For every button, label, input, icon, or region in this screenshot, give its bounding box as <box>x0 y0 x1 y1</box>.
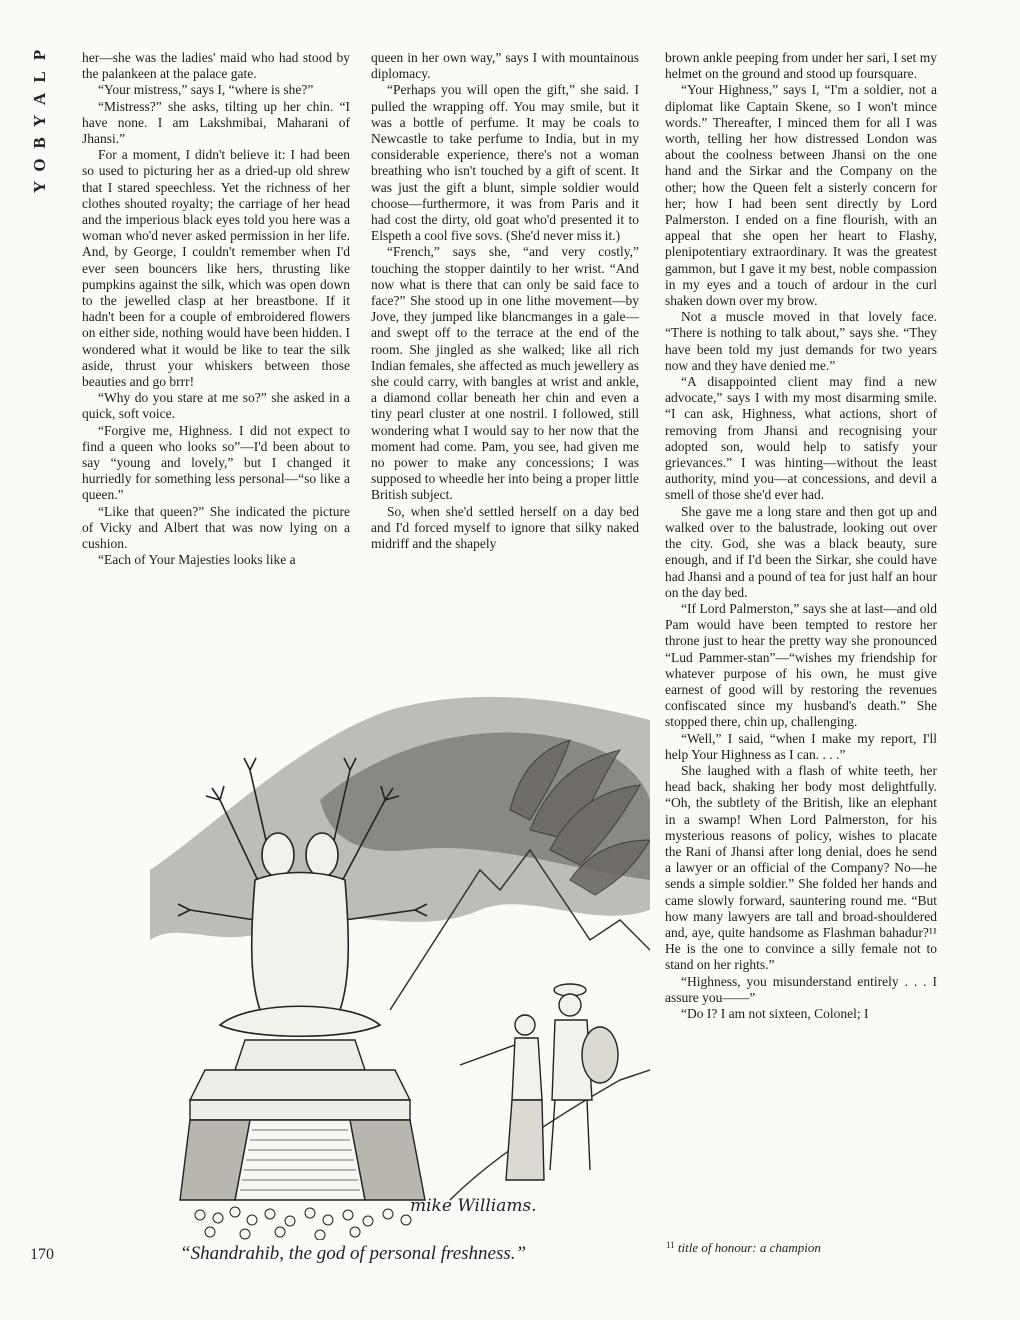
masthead-letter: O <box>30 158 49 172</box>
masthead-letter: B <box>30 137 49 149</box>
paragraph: “Highness, you misunderstand entirely . . . I assure you——” <box>665 973 937 1005</box>
paragraph: “If Lord Palmerston,” says she at last—and old Pam would have been tempted to restore her throne just to hear the pretty way she pronounced “Lud Pammer-stan”—“wishes my friendship for whatever purpose of his own, he must give earnest of good will by restoring the revenues confiscated since my husband's death.” She stopped there, chin up, challenging. <box>665 600 937 730</box>
masthead-letter: Y <box>30 180 49 194</box>
paragraph: “Why do you stare at me so?” she asked in a quick, soft voice. <box>82 390 350 422</box>
paragraph: “Your Highness,” says I, “I'm a soldier, not a diplomat like Captain Skene, so I won't mince words.” Thereafter, I minced them for all I was worth, telling her how distressed London was about the coolness between Jhansi on the one hand and the Sirkar and the Company on the other; how the Queen felt a sisterly concern for her; how I had been sent directly by Lord Palmerston. I ended on a fine flourish, with an appeal that she open her heart to Flashy, plenipotentiary extraordinary. It was the greatest gammon, but I gave it my best, noble compassion in my eyes and a touch of ardour in the curl shaken down over my brow. <box>665 82 937 309</box>
paragraph: So, when she'd settled herself on a day bed and I'd forced myself to ignore that silky naked midriff and the shapely <box>371 503 639 552</box>
masthead-letter: P <box>30 49 49 61</box>
paragraph: “Well,” I said, “when I make my report, I'll help Your Highness as I can. . . .” <box>665 730 937 762</box>
text-column-3 <box>665 50 937 1022</box>
masthead-letter: Y <box>30 114 49 128</box>
footnote-text: title of honour: a champion <box>677 1240 821 1255</box>
paragraph: “Like that queen?” She indicated the picture of Vicky and Albert that was now lying on a cushion. <box>82 503 350 552</box>
paragraph: “Do I? I am not sixteen, Colonel; I <box>681 1005 869 1021</box>
cartoon-caption: “Shandrahib, the god of personal freshness.” <box>180 1243 527 1264</box>
paragraph: Not a muscle moved in that lovely face. “There is nothing to talk about,” says she. “They have been told my just demands for two years now and they have denied me.” <box>665 309 937 373</box>
paragraph: “A disappointed client may find a new advocate,” says I with my most disarming smile. “I can ask, Highness, what actions, short of removing from Jhansi and recognising your adopted son, would help to satisfy your grievances.” I was hinting—without the least authority, mind you—at concessions, and devil a smell of those she'd ever had. <box>665 374 937 503</box>
hillside <box>450 1070 650 1200</box>
paragraph: her—she was the ladies' maid who had stood by the palankeen at the palace gate. <box>82 50 350 82</box>
paragraph: “Your mistress,” says I, “where is she?” <box>98 82 314 98</box>
paragraph: “Each of Your Majesties looks like a <box>98 552 296 568</box>
footnote <box>666 1240 946 1256</box>
cartoon-illustration <box>150 680 650 1240</box>
footnote-mark: 11 <box>666 1240 675 1250</box>
explorer-figure <box>550 984 618 1170</box>
pilgrim-crowd <box>195 1207 411 1240</box>
text-column-2 <box>371 50 639 552</box>
stepped-pedestal <box>180 1040 425 1200</box>
paragraph: “Mistress?” she asks, tilting up her chin. “I have none. I am Lakshmibai, Maharani of Jhansi.” <box>82 98 350 147</box>
paragraph: She gave me a long stare and then got up and walked over to the balustrade, looking out over the city. God, she was a black beauty, sure enough, and if I'd been the Sirkar, she could have had Jhansi and a pound of tea for just half an hour on the day bed. <box>665 503 937 600</box>
paragraph: brown ankle peeping from under her sari, I set my helmet on the ground and stood up foursquare. <box>665 50 937 82</box>
page-number: 170 <box>30 1246 54 1263</box>
paragraph: For a moment, I didn't believe it: I had been so used to picturing her as a dried-up old shrew that I stared speechless. Yet the richness of her clothes shouted royalty; the carriage of her head and the imperious black eyes told you here was a woman who'd never asked permission in her life. And, by George, I couldn't remember when I'd ever seen bouncers like hers, thrusting like pumpkins against the silk, which was open down to the jewelled clasp at her breastbone. If it hadn't been for a couple of embroidered flowers on either side, nothing would have been hidden. I wondered what it would be like to tear the silk aside, thrust your whiskers between those beauties and go brrr! <box>82 147 350 390</box>
paragraph: She laughed with a flash of white teeth, her head back, shaking her body most delightfully. “Oh, the subtlety of the British, like an elephant in a swamp! When Lord Palmerston, for his mysterious reasons of policy, wishes to placate the Rani of Jhansi after long denial, does he send a lawyer or an official of the Company? No—he sends a simple soldier.” She folded her hands and came slowly forward, sauntering round me. “But how many lawyers are tall and broad-shouldered and, aye, quite handsome as Flashman bahadur?¹¹ He is the one to convince a silly female not to stand on her rights.” <box>665 762 937 973</box>
masthead-letter: A <box>30 92 49 106</box>
masthead-letter: L <box>30 71 49 83</box>
masthead <box>30 44 52 198</box>
paragraph: “Perhaps you will open the gift,” she said. I pulled the wrapping off. You may smile, but it was a bottle of perfume. It may be coals to Newcastle to take perfume to India, but in my considerable experience, there's not a woman breathing who isn't touched by a gift of scent. It was just the gift a blunt, simple soldier would choose—furthermore, it was from Paris and it had cost the dirty, old goat who'd presented it to Elspeth a cool five sovs. (She'd never miss it.) <box>371 82 639 244</box>
paragraph: “Forgive me, Highness. I did not expect to find a queen who looks so”—I'd been about to say “young and lovely,” but I changed it hurriedly for something less personal—“so like a queen.” <box>82 422 350 503</box>
paragraph: “French,” says she, “and very costly,” touching the stopper daintily to her wrist. “And now what is there that can only be said face to face?” She stood up in one lithe movement—by Jove, they jumped like blancmanges in a gale—and swept off to the terrace at the end of the room. She jingled as she walked; like all rich Indian females, she affected as much jewellery as she could carry, with bangles at wrist and ankle, a diamond collar beneath her chin and even a tiny pearl cluster at one nostril. I followed, still wondering what I would say to her now that the moment had come. Pam, you see, had given me no power to make any concessions; I was supposed to wheedle her into being a proper little British subject. <box>371 244 639 503</box>
artist-signature: mike Williams. <box>410 1196 537 1216</box>
text-column-1 <box>82 50 350 569</box>
paragraph: queen in her own way,” says I with mountainous diplomacy. <box>371 50 639 82</box>
